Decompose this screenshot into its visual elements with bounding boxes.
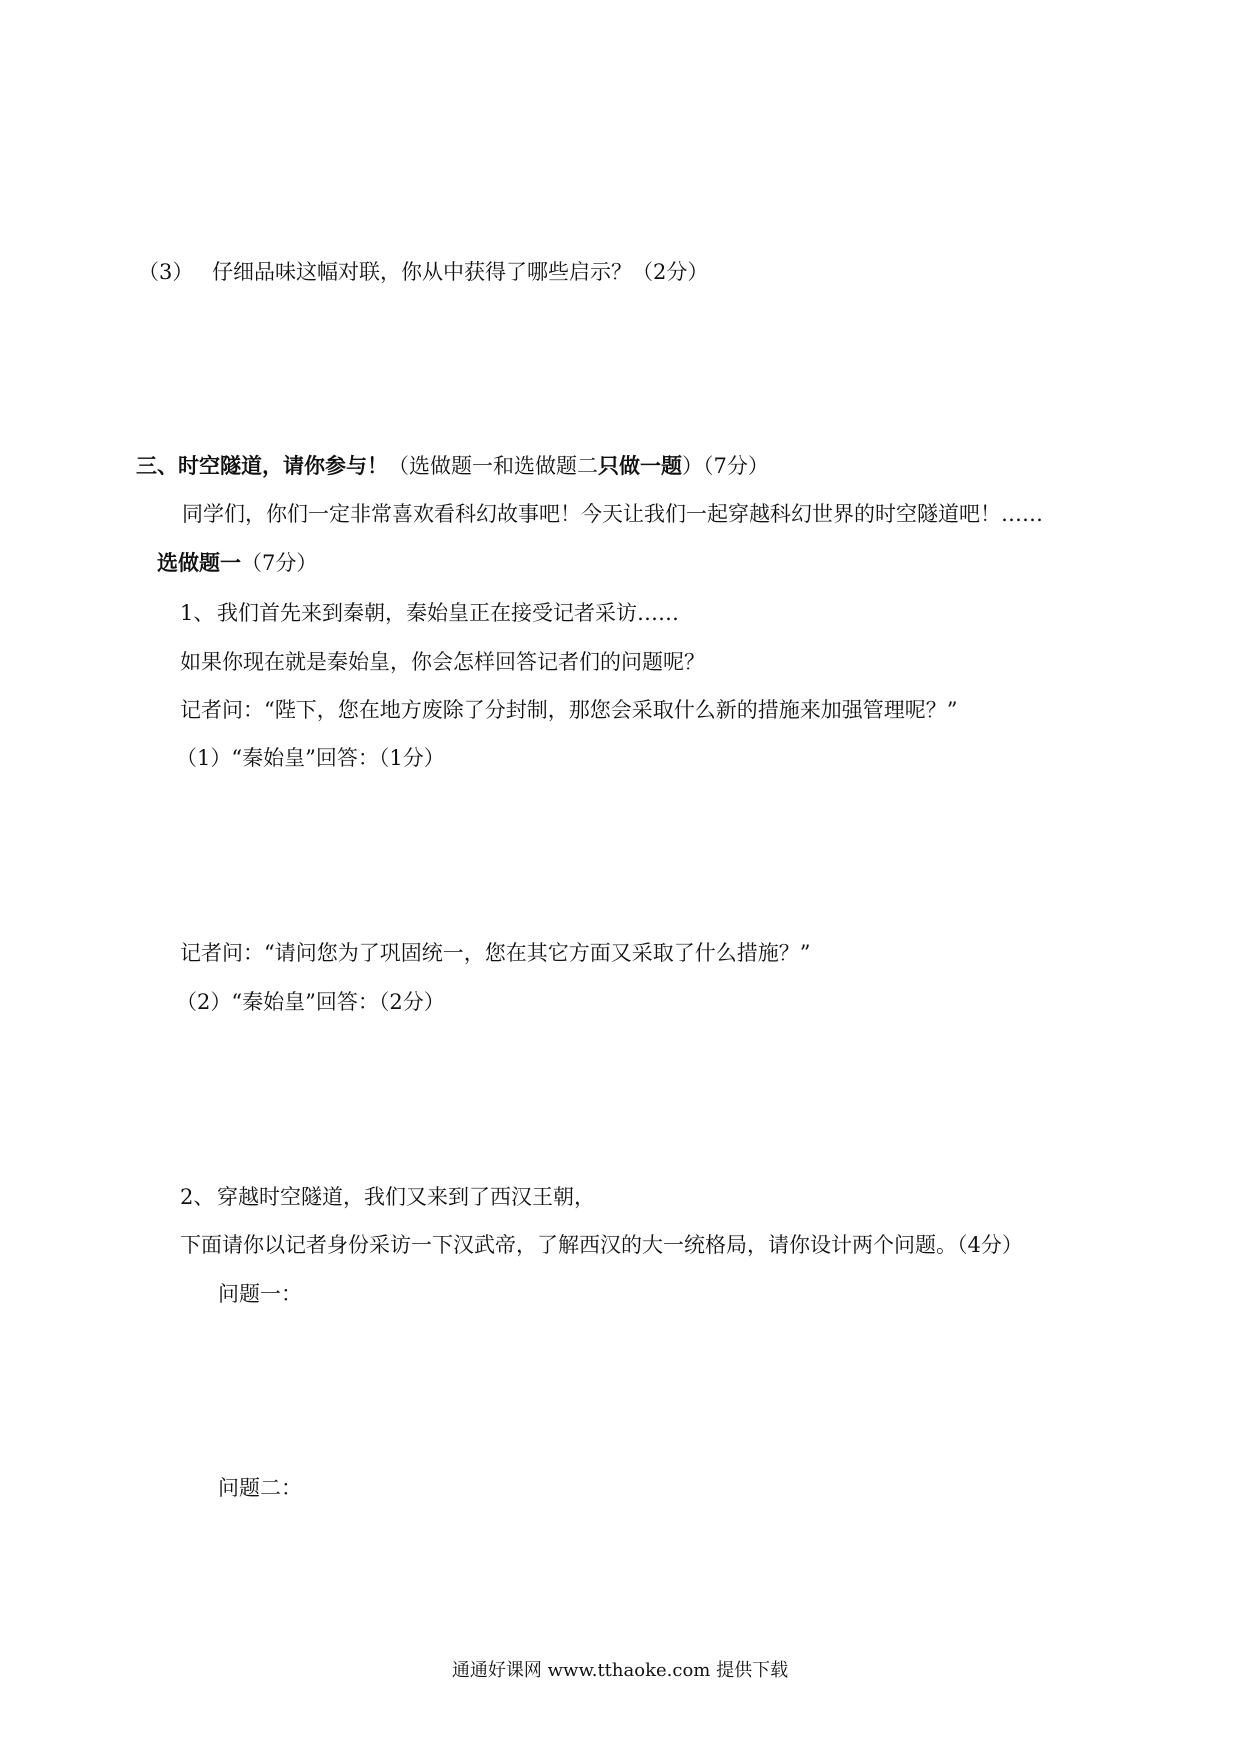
item-1-text: 我们首先来到秦朝，秦始皇正在接受记者采访…… bbox=[217, 601, 679, 625]
question-3-text: 仔细品味这幅对联，你从中获得了哪些启示？（2分） bbox=[212, 260, 709, 284]
section-3-title-note-b: ）（7分） bbox=[682, 454, 769, 478]
optional-1-heading-score: （7分） bbox=[241, 551, 318, 575]
optional-1-heading bbox=[157, 550, 317, 576]
section-3-title-main: 三、时空隧道，请你参与！ bbox=[136, 453, 388, 478]
page-footer: 通通好课网 www.tthaoke.com 提供下载 bbox=[451, 1660, 789, 1681]
section-3-intro: 同学们，你们一定非常喜欢看科幻故事吧！今天让我们一起穿越科幻世界的时空隧道吧！…… bbox=[182, 502, 1043, 526]
interview-question-2-label: 问题二： bbox=[218, 1476, 302, 1500]
interview-question-1-label: 问题一： bbox=[218, 1282, 302, 1306]
item-2-text: 穿越时空隧道，我们又来到了西汉王朝， bbox=[217, 1185, 595, 1209]
section-3-title-note-a: （选做题一和选做题二 bbox=[388, 454, 598, 478]
item-1-number: 1、 bbox=[180, 601, 215, 625]
item-1-prompt: 如果你现在就是秦始皇，你会怎样回答记者们的问题呢？ bbox=[180, 650, 705, 674]
reporter-question-1: 记者问：“陛下，您在地方废除了分封制，那您会采取什么新的措施来加强管理呢？” bbox=[180, 698, 958, 722]
answer-prompt-2: （2）“秦始皇”回答：（2分） bbox=[176, 990, 445, 1014]
section-3-title-emphasis: 只做一题 bbox=[598, 453, 682, 478]
reporter-question-2: 记者问：“请问您为了巩固统一，您在其它方面又采取了什么措施？” bbox=[180, 941, 811, 965]
section-3-title bbox=[136, 453, 769, 479]
answer-prompt-1: （1）“秦始皇”回答：（1分） bbox=[176, 746, 445, 770]
item-2-number: 2、 bbox=[180, 1185, 215, 1209]
optional-1-heading-label: 选做题一 bbox=[157, 550, 241, 575]
question-3-number: （3） bbox=[138, 260, 194, 284]
item-2-prompt: 下面请你以记者身份采访一下汉武帝，了解西汉的大一统格局，请你设计两个问题。（4分） bbox=[180, 1233, 1023, 1257]
